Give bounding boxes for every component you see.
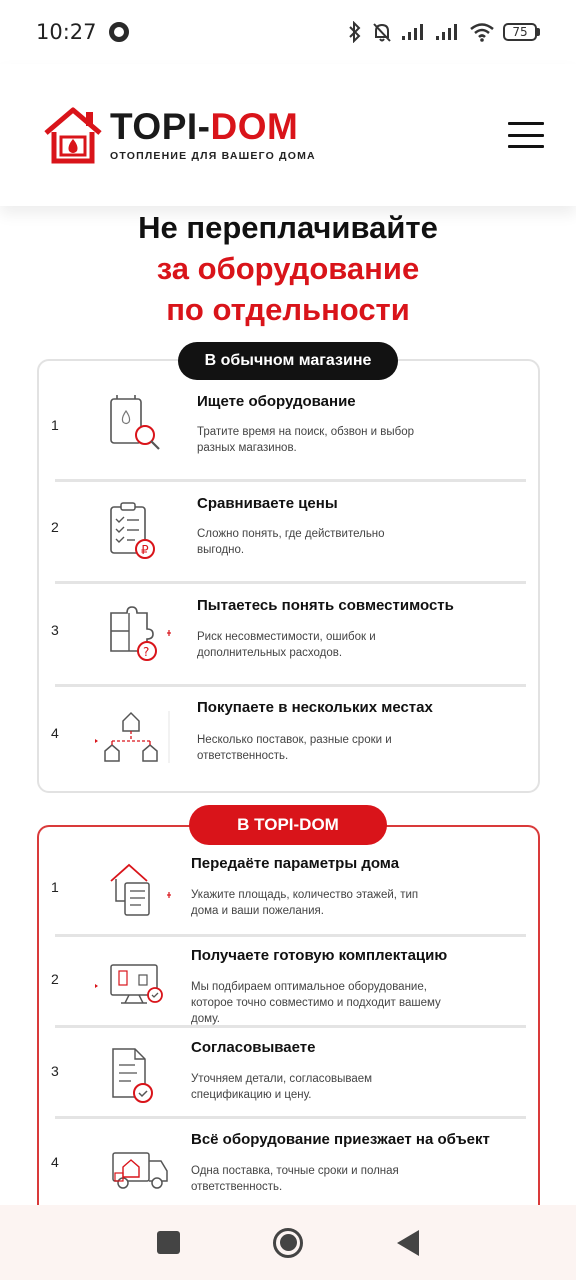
step-divider — [55, 581, 526, 584]
logo[interactable] — [42, 105, 316, 165]
step-divider — [55, 1025, 526, 1028]
signal-icon-2 — [435, 22, 461, 42]
step-number: 2 — [51, 519, 59, 535]
svg-text:₽: ₽ — [141, 543, 149, 557]
step-number: 2 — [51, 971, 59, 987]
puzzle-question-icon — [103, 601, 175, 667]
step-title: Пытаетесь понять совместимость — [197, 597, 454, 614]
regular-store-card — [37, 359, 540, 793]
step-description: Несколько поставок, разные сроки и ответственность. — [197, 734, 392, 762]
hamburger-menu-button[interactable] — [508, 122, 544, 148]
hero-heading — [0, 206, 576, 330]
step-description: Мы подбираем оптимальное оборудование, которое точно совместимо и подходит вашему дому. — [191, 981, 441, 1025]
clipboard-ruble-icon — [103, 499, 165, 565]
step-description: Риск несовместимости, ошибок и дополнительных расходов. — [197, 631, 376, 659]
recent-apps-button[interactable] — [157, 1231, 180, 1254]
step-title: Покупаете в нескольких местах — [197, 699, 433, 716]
step-divider — [55, 1116, 526, 1119]
status-time: 10:27 — [36, 20, 97, 44]
hero-line-3: по отдельности — [166, 292, 410, 327]
system-nav-bar — [0, 1205, 576, 1280]
battery-icon — [503, 23, 540, 41]
notification-ring-icon — [109, 22, 129, 42]
step-title: Ищете оборудование — [197, 393, 356, 410]
step-number: 4 — [51, 725, 59, 741]
step-title: Получаете готовую комплектацию — [191, 947, 448, 964]
home-button[interactable] — [273, 1228, 303, 1258]
step-description: Уточняем детали, согласовываем спецификацию и цену. — [191, 1073, 373, 1101]
warehouse-network-icon — [93, 707, 173, 767]
step-title: Всё оборудование приезжает на объект — [191, 1131, 490, 1148]
bell-muted-icon — [371, 21, 393, 43]
boiler-search-icon — [103, 393, 165, 459]
step-description: Одна поставка, точные сроки и полная ответственность. — [191, 1165, 399, 1193]
regular-store-label: В обычном магазине — [178, 342, 398, 380]
step-number: 1 — [51, 879, 59, 895]
topidom-card — [37, 825, 540, 1245]
step-divider — [55, 684, 526, 687]
step-number: 4 — [51, 1154, 59, 1170]
house-flame-logo-icon — [42, 105, 104, 165]
site-header — [0, 64, 576, 206]
wifi-icon — [469, 22, 495, 42]
monitor-equipment-icon — [93, 951, 173, 1011]
logo-tagline: ОТОПЛЕНИЕ ДЛЯ ВАШЕГО ДОМА — [110, 150, 316, 162]
status-indicators — [347, 21, 540, 43]
step-title: Передаёте параметры дома — [191, 855, 400, 872]
step-title: Согласовываете — [191, 1039, 316, 1056]
step-divider — [55, 479, 526, 482]
hero-line-1: Не переплачивайте — [138, 210, 438, 245]
step-title: Сравниваете цены — [197, 495, 338, 512]
battery-level: 75 — [503, 23, 537, 41]
document-check-icon — [105, 1041, 167, 1107]
step-description: Сложно понять, где действительно выгодно. — [197, 528, 385, 556]
step-number: 3 — [51, 622, 59, 638]
bluetooth-icon — [347, 21, 363, 43]
step-description: Тратите время на поиск, обзвон и выбор разных магазинов. — [197, 426, 415, 454]
hero-line-2: за оборудование — [156, 251, 420, 286]
logo-name: TOPI-DOM — [110, 106, 299, 147]
step-number: 3 — [51, 1063, 59, 1079]
topidom-label: В TOPI-DOM — [189, 805, 387, 845]
back-button[interactable] — [397, 1230, 419, 1256]
delivery-truck-icon — [105, 1133, 177, 1199]
svg-text:?: ? — [143, 645, 150, 659]
step-description: Укажите площадь, количество этажей, тип дома и ваши пожелания. — [191, 889, 419, 917]
house-clipboard-icon — [101, 855, 181, 921]
step-number: 1 — [51, 417, 59, 433]
step-divider — [55, 934, 526, 937]
status-bar — [0, 0, 576, 64]
signal-icon-1 — [401, 22, 427, 42]
